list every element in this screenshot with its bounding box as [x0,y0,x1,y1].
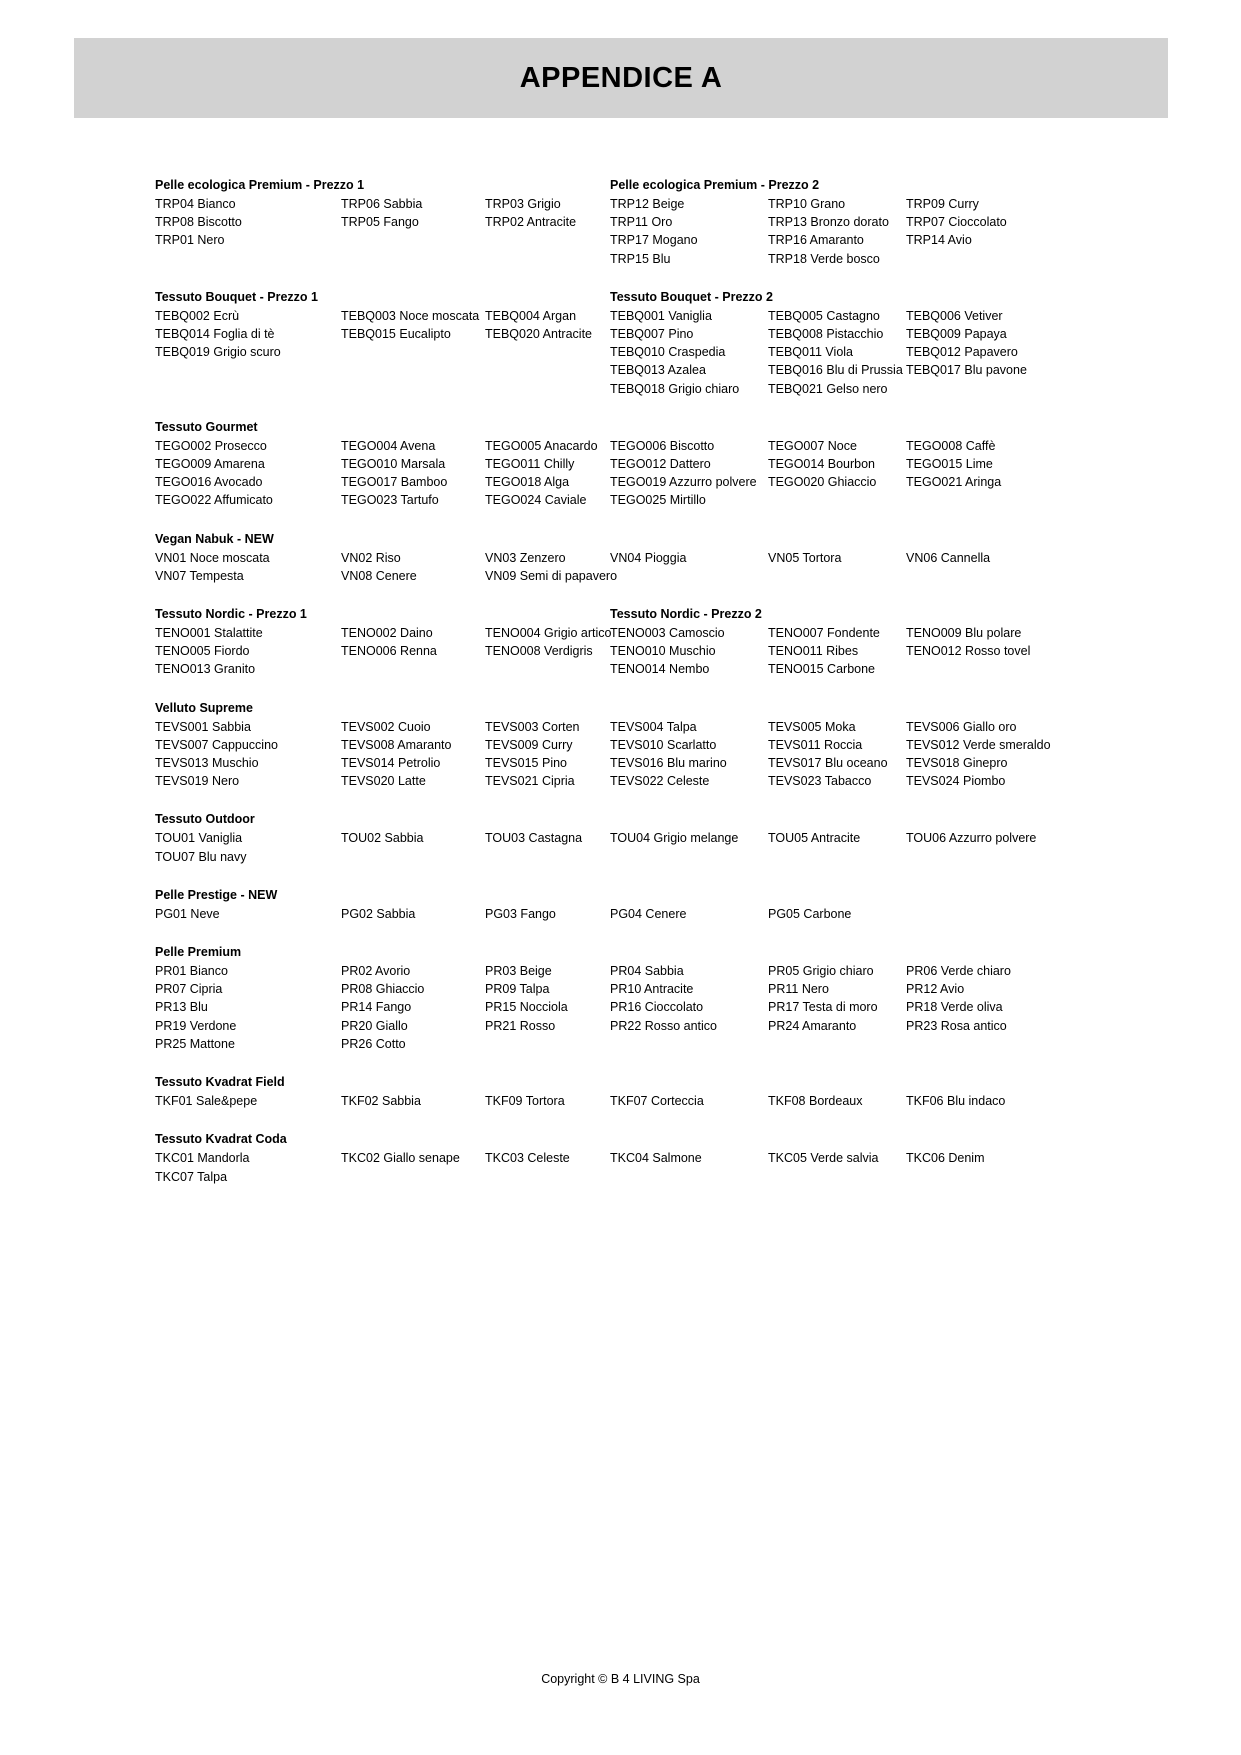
material-item: TEGO020 Ghiaccio [768,475,877,490]
empty-cell [341,380,485,398]
empty-cell [341,343,485,361]
material-item: TEVS022 Celeste [610,774,710,789]
material-item: TEBQ019 Grigio scuro [155,345,281,360]
material-item: PR23 Rosa antico [906,1018,1007,1033]
material-item: TKF02 Sabbia [341,1094,421,1109]
group-title-right [610,532,1095,546]
material-item: TRP02 Antracite [485,215,577,230]
material-group-pelle-prestige [155,888,1095,923]
material-item: TEGO025 Mirtillo [610,493,706,508]
group-spacer [155,510,1095,532]
material-item: TEVS014 Petrolio [341,756,441,771]
material-item: TEVS016 Blu marino [610,756,727,771]
group-title-left: Pelle Premium [155,945,242,960]
material-item: TOU06 Azzurro polvere [906,831,1037,846]
material-item: PR10 Antracite [610,982,694,997]
material-item: TEGO023 Tartufo [341,493,439,508]
group-title-row [155,945,1095,959]
material-item: VN03 Zenzero [485,550,566,565]
material-item: TEBQ020 Antracite [485,327,593,342]
empty-cell [768,491,906,509]
material-item: TKF01 Sale&pepe [155,1094,258,1109]
material-item: TENO005 Fiordo [155,644,250,659]
group-title-row [155,607,1095,621]
group-title-row [155,701,1095,715]
material-item: PR26 Cotto [341,1036,406,1051]
material-item: TEBQ016 Blu di Prussia [768,363,903,378]
empty-cell [906,250,1066,268]
material-item: TEBQ009 Papaya [906,327,1007,342]
material-item: TEGO015 Lime [906,457,993,472]
material-item: TEGO012 Dattero [610,457,711,472]
group-items-grid [155,437,1095,510]
material-item: PR20 Giallo [341,1018,408,1033]
material-item: TRP10 Grano [768,197,846,211]
group-items-grid [155,307,1095,398]
material-item: TENO009 Blu polare [906,626,1022,641]
material-item: VN09 Semi di papavero [485,568,618,583]
new-badge: NEW [244,531,274,546]
material-item: TEGO005 Anacardo [485,438,598,453]
material-item: TRP11 Oro [610,215,673,230]
group-title-right [610,420,1095,434]
material-item: TOU07 Blu navy [155,849,247,864]
group-title-left: Tessuto Gourmet [155,419,258,434]
material-item: TEGO011 Chilly [485,457,575,472]
material-item: VN07 Tempesta [155,568,244,583]
material-item: PG04 Cenere [610,906,687,921]
material-item: TOU04 Grigio melange [610,831,739,846]
material-item: VN06 Cannella [906,550,991,565]
material-item: TEGO006 Biscotto [610,438,715,453]
group-spacer [155,268,1095,290]
material-item: TKF07 Corteccia [610,1094,704,1109]
empty-cell [906,1168,1066,1186]
material-item: TEVS019 Nero [155,774,240,789]
group-spacer [155,398,1095,420]
empty-cell [341,1168,485,1186]
material-item: TEGO004 Avena [341,438,436,453]
material-item: TEVS018 Ginepro [906,756,1008,771]
material-item: PR12 Avio [906,982,965,997]
material-item: TEGO014 Bourbon [768,457,876,472]
material-item: PR04 Sabbia [610,964,684,979]
material-item: TEGO009 Amarena [155,457,265,472]
empty-cell [906,380,1066,398]
group-title-right [610,945,1095,959]
material-item: TEBQ007 Pino [610,327,694,342]
group-spacer [155,585,1095,607]
material-item: TEVS011 Roccia [768,737,863,752]
material-item: TKC02 Giallo senape [341,1151,460,1166]
material-group-tessuto-bouquet [155,290,1095,398]
group-items-grid [155,829,1095,865]
group-title-right [610,888,1095,902]
material-group-vegan-nabuk [155,532,1095,585]
material-item: TRP13 Bronzo dorato [768,215,889,230]
group-items-grid [155,549,1095,585]
material-item: TENO015 Carbone [768,662,876,677]
group-title-right: Tessuto Nordic - Prezzo 2 [610,607,762,622]
empty-cell [906,848,1066,866]
material-item: TENO013 Granito [155,662,256,677]
material-item: PG02 Sabbia [341,906,416,921]
material-item: TEVS017 Blu oceano [768,756,888,771]
material-item: TEVS023 Tabacco [768,774,872,789]
material-item: PR11 Nero [768,982,829,997]
material-item: TEBQ003 Noce moscata [341,308,480,323]
group-title-left: Tessuto Bouquet - Prezzo 1 [155,289,318,304]
material-item: VN04 Pioggia [610,550,687,565]
material-item: TENO004 Grigio artico [485,626,612,641]
material-item: TEVS001 Sabbia [155,719,251,734]
material-item: TKF06 Blu indaco [906,1094,1006,1109]
group-items-grid [155,195,1095,268]
material-item: TENO001 Stalattite [155,626,263,641]
empty-cell [155,380,341,398]
material-item: TEBQ011 Viola [768,345,854,360]
material-item: PR02 Avorio [341,964,411,979]
empty-cell [906,1035,1066,1053]
group-spacer [155,790,1095,812]
material-item: TEBQ008 Pistacchio [768,327,884,342]
group-title-right [610,701,1095,715]
material-item: PR22 Rosso antico [610,1018,718,1033]
material-item: TRP17 Mogano [610,233,698,248]
material-item: PR19 Verdone [155,1018,237,1033]
material-item: PR21 Rosso [485,1018,556,1033]
empty-cell [155,250,341,268]
material-item: TEGO010 Marsala [341,457,446,472]
material-item: TKC06 Denim [906,1151,985,1166]
empty-cell [485,1168,610,1186]
material-item: TKC05 Verde salvia [768,1151,879,1166]
material-item: TRP12 Beige [610,197,685,211]
material-item: TENO011 Ribes [768,644,859,659]
material-item: TRP05 Fango [341,215,419,230]
empty-cell [155,361,341,379]
material-item: TRP14 Avio [906,233,972,248]
empty-cell [906,491,1066,509]
material-item: TEGO007 Noce [768,438,857,453]
material-item: PR08 Ghiaccio [341,982,425,997]
group-title-row [155,420,1095,434]
empty-cell [485,231,610,249]
material-group-tessuto-kvadrat-coda [155,1132,1095,1185]
empty-cell [485,848,610,866]
material-item: TEGO024 Caviale [485,493,587,508]
material-item: PR14 Fango [341,1000,412,1015]
material-item: TENO003 Camoscio [610,626,725,641]
empty-cell [768,567,906,585]
group-title-left: Tessuto Outdoor [155,812,255,827]
material-item: TEBQ001 Vaniglia [610,308,712,323]
material-item: VN08 Cenere [341,568,417,583]
empty-cell [610,567,768,585]
group-title-row [155,1075,1095,1089]
empty-cell [610,1168,768,1186]
group-items-grid [155,1092,1095,1110]
material-item: TKC04 Salmone [610,1151,702,1166]
empty-cell [485,660,610,678]
material-group-pelle-ecologica-premium [155,178,1095,268]
material-item: TOU03 Castagna [485,831,583,846]
material-item: TRP06 Sabbia [341,197,423,211]
material-item: TEVS021 Cipria [485,774,575,789]
material-item: TEBQ006 Vetiver [906,308,1003,323]
material-item: TEGO016 Avocado [155,475,263,490]
material-item: TENO010 Muschio [610,644,716,659]
material-item: PG05 Carbone [768,906,852,921]
material-item: TEGO019 Azzurro polvere [610,475,757,490]
empty-cell [768,1035,906,1053]
empty-cell [906,905,1066,923]
material-group-tessuto-gourmet [155,420,1095,510]
material-item: TOU05 Antracite [768,831,861,846]
empty-cell [485,361,610,379]
group-title-row [155,812,1095,826]
group-items-grid [155,624,1095,679]
material-item: TRP15 Blu [610,251,671,266]
group-title-row [155,178,1095,192]
material-group-tessuto-kvadrat-field [155,1075,1095,1110]
material-item: PR07 Cipria [155,982,223,997]
material-item: PR05 Grigio chiaro [768,964,874,979]
material-item: PR25 Mattone [155,1036,235,1051]
material-item: PG03 Fango [485,906,556,921]
material-item: VN05 Tortora [768,550,842,565]
material-group-velluto-supreme [155,701,1095,791]
material-item: TENO014 Nembo [610,662,710,677]
material-item: TEVS004 Talpa [610,719,697,734]
material-item: VN02 Riso [341,550,401,565]
page-header-band [74,38,1168,118]
material-item: PR18 Verde oliva [906,1000,1003,1015]
material-item: TEBQ012 Papavero [906,345,1018,360]
empty-cell [341,361,485,379]
material-group-pelle-premium [155,945,1095,1053]
material-item: TKC07 Talpa [155,1169,228,1184]
material-item: TEVS002 Cuoio [341,719,431,734]
empty-cell [485,380,610,398]
material-item: TEGO021 Aringa [906,475,1002,490]
group-title-left: Tessuto Nordic - Prezzo 1 [155,607,307,622]
material-item: TRP04 Bianco [155,197,236,211]
material-item: PG01 Neve [155,906,220,921]
material-item: TEVS024 Piombo [906,774,1006,789]
material-item: TEGO018 Alga [485,475,570,490]
material-item: TRP09 Curry [906,197,979,211]
group-title-left: Tessuto Kvadrat Field [155,1075,285,1090]
material-item: TEVS013 Muschio [155,756,259,771]
material-item: PR15 Nocciola [485,1000,568,1015]
material-item: TEVS008 Amaranto [341,737,452,752]
material-item: TEVS020 Latte [341,774,426,789]
material-item: TKF08 Bordeaux [768,1094,863,1109]
material-item: TRP01 Nero [155,233,225,248]
material-item: TEVS007 Cappuccino [155,737,278,752]
material-item: PR16 Cioccolato [610,1000,704,1015]
group-items-grid [155,905,1095,923]
material-item: TRP16 Amaranto [768,233,864,248]
material-item: TKC03 Celeste [485,1151,570,1166]
group-items-grid [155,962,1095,1053]
group-spacer [155,1110,1095,1132]
group-title-right: Tessuto Bouquet - Prezzo 2 [610,289,773,304]
material-item: TEBQ017 Blu pavone [906,363,1027,378]
material-item: TRP18 Verde bosco [768,251,880,266]
material-item: TEVS010 Scarlatto [610,737,717,752]
material-item: TEVS009 Curry [485,737,573,752]
material-item: TRP03 Grigio [485,197,561,211]
empty-cell [485,1035,610,1053]
page-title: APPENDICE A [519,61,723,94]
material-item: PR01 Bianco [155,964,228,979]
material-item: TENO008 Verdigris [485,644,593,659]
group-title-right [610,812,1095,826]
group-title-left: Velluto Supreme [155,700,253,715]
material-item: TEBQ002 Ecrù [155,308,240,323]
empty-cell [610,848,768,866]
empty-cell [485,343,610,361]
material-item: TEBQ021 Gelso nero [768,381,888,396]
material-item: TENO007 Fondente [768,626,880,641]
material-item: PR06 Verde chiaro [906,964,1011,979]
footer-copyright: Copyright © B 4 LIVING Spa [541,1672,700,1686]
material-item: TRP07 Cioccolato [906,215,1007,230]
material-item: TEBQ018 Grigio chiaro [610,381,740,396]
material-item: PR03 Beige [485,964,552,979]
material-item: TEBQ015 Eucalipto [341,327,451,342]
material-sections-container [155,178,1095,1208]
material-item: TRP08 Biscotto [155,215,242,230]
group-title-row [155,1132,1095,1146]
empty-cell [768,848,906,866]
material-item: TEVS005 Moka [768,719,856,734]
empty-cell [341,848,485,866]
material-item: TENO002 Daino [341,626,433,641]
group-title-left: Vegan Nabuk - NEW [155,531,274,546]
group-items-grid [155,718,1095,791]
material-group-tessuto-outdoor [155,812,1095,865]
group-spacer [155,923,1095,945]
material-group-tessuto-nordic [155,607,1095,679]
group-title-left: Pelle ecologica Premium - Prezzo 1 [155,178,365,192]
group-title-left: Pelle Prestige - NEW [155,887,278,902]
empty-cell [768,1168,906,1186]
material-item: TENO012 Rosso tovel [906,644,1031,659]
group-spacer [155,866,1095,888]
empty-cell [341,231,485,249]
empty-cell [610,1035,768,1053]
material-item: PR17 Testa di moro [768,1000,878,1015]
material-item: TKC01 Mandorla [155,1151,250,1166]
empty-cell [341,250,485,268]
material-item: TEGO008 Caffè [906,438,996,453]
group-title-right [610,1132,1095,1146]
group-spacer [155,1053,1095,1075]
material-item: TEVS015 Pino [485,756,567,771]
group-title-right [610,1075,1095,1089]
material-item: TEGO017 Bamboo [341,475,448,490]
material-item: TKF09 Tortora [485,1094,565,1109]
material-item: PR13 Blu [155,1000,208,1015]
material-item: TEGO002 Prosecco [155,438,267,453]
material-item: TEBQ004 Argan [485,308,577,323]
material-item: TENO006 Renna [341,644,437,659]
group-spacer [155,1186,1095,1208]
material-item: TEBQ005 Castagno [768,308,880,323]
material-item: TOU02 Sabbia [341,831,424,846]
empty-cell [341,660,485,678]
material-item: PR09 Talpa [485,982,550,997]
empty-cell [485,250,610,268]
group-items-grid [155,1149,1095,1185]
group-title-left: Tessuto Kvadrat Coda [155,1132,287,1147]
group-title-row [155,532,1095,546]
material-item: TEBQ014 Foglia di tè [155,327,275,342]
material-item: TOU01 Vaniglia [155,831,243,846]
material-item: TEVS003 Corten [485,719,580,734]
new-badge: NEW [248,887,278,902]
group-title-row [155,290,1095,304]
group-title-right: Pelle ecologica Premium - Prezzo 2 [610,178,820,192]
group-spacer [155,679,1095,701]
group-title-row [155,888,1095,902]
material-item: TEVS012 Verde smeraldo [906,737,1051,752]
material-item: TEVS006 Giallo oro [906,719,1017,734]
empty-cell [906,660,1066,678]
material-item: TEBQ010 Craspedia [610,345,726,360]
material-item: TEBQ013 Azalea [610,363,706,378]
empty-cell [906,567,1066,585]
material-item: VN01 Noce moscata [155,550,270,565]
material-item: PR24 Amaranto [768,1018,857,1033]
material-item: TEGO022 Affumicato [155,493,273,508]
